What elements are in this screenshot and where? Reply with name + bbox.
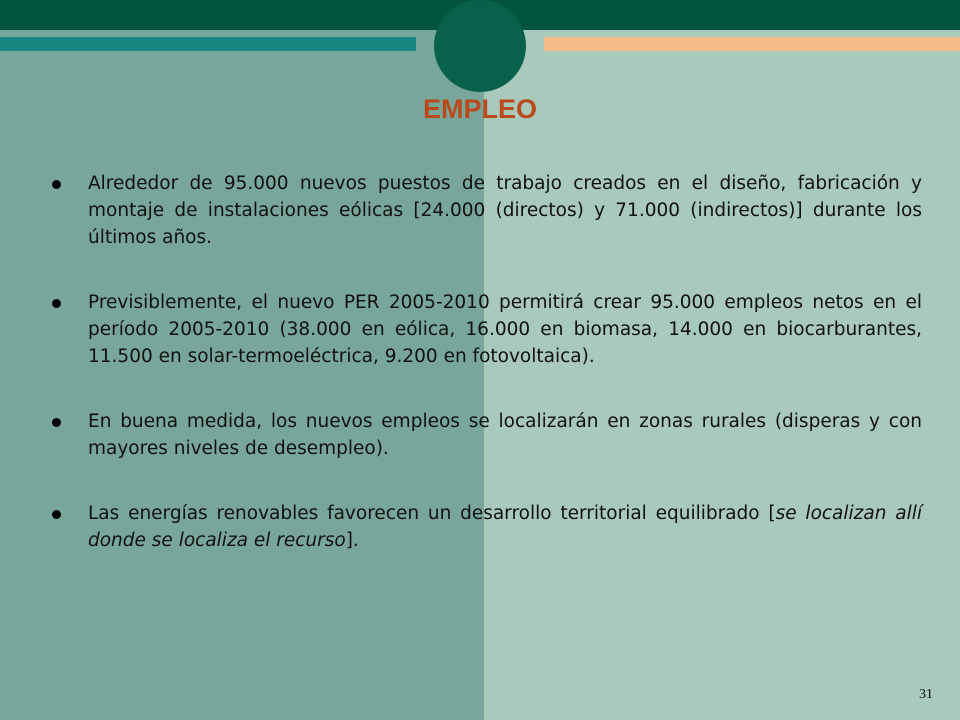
bullet-dot-icon [52,510,61,519]
bullet-text: Previsiblemente, el nuevo PER 2005-2010 permitirá crear 95.000 empleos netos en el período 2005-2010 (38.000 en eólica, 16.000 en biomasa, 14.000 en biocarburantes, 11.500 en solar-termoeléctrica, 9.200 en fotovoltaica). [88,292,922,367]
bullet-dot-icon [52,418,61,427]
slide-title: EMPLEO [422,94,537,124]
bullet-item [46,289,922,370]
page-number: 31 [919,687,933,702]
bullet-list [46,170,922,554]
bullet-item [46,170,922,251]
decorative-circle [434,0,526,92]
bullet-item [46,408,922,462]
bullet-item [46,500,922,554]
bullet-text: Alrededor de 95.000 nuevos puestos de trabajo creados en el diseño, fabricación y montaje de instalaciones eólicas [24.000 (directos) y 71.000 (indirectos)] durante los últimos años. [88,173,922,248]
bullet-text-part: Las energías renovables favorecen un desarrollo territorial equilibrado [ [88,503,776,524]
bullet-text: En buena medida, los nuevos empleos se localizarán en zonas rurales (disperas y con mayores niveles de desempleo). [88,411,922,459]
bullet-text-italic: se localizan allí donde se localiza el recurso [88,503,922,551]
bullet-dot-icon [52,299,61,308]
right-accent-stripe [544,37,960,51]
bullet-dot-icon [52,180,61,189]
bullet-text-part: ]. [345,530,359,551]
left-accent-stripe [0,37,416,51]
